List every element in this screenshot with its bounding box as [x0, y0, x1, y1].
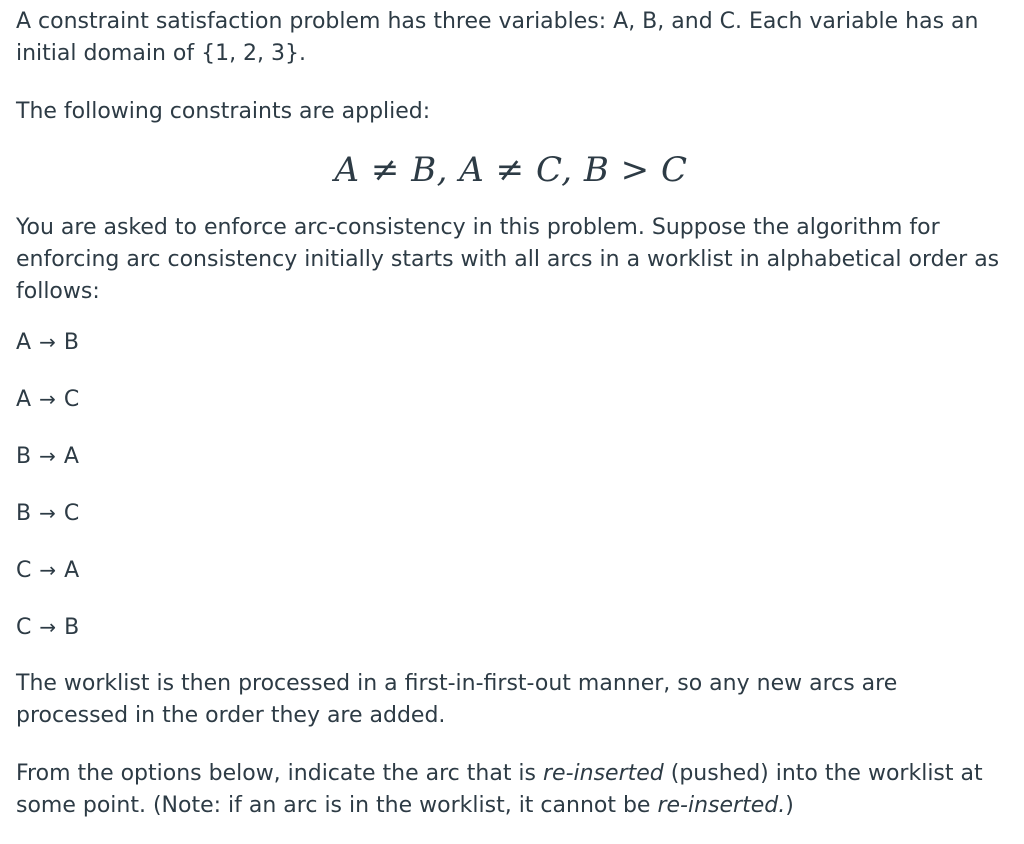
arc-item [16, 554, 1006, 586]
arrow-right-icon: → [39, 558, 57, 582]
arc-from: A [16, 387, 32, 412]
arrow-right-icon: → [39, 330, 56, 354]
arc-list [16, 326, 1006, 643]
arc-to: B [64, 615, 80, 640]
instruction-part1: From the options below, indicate the arc that is [16, 761, 544, 786]
instruction-part3: ) [785, 793, 794, 818]
instruction [16, 758, 1006, 822]
question-intro: A constraint satisfaction problem has three variables: A, B, and C. Each variable has an initial domain of {1, 2, 3}. [16, 9, 979, 66]
arc-from: B [16, 501, 32, 526]
arc-from: B [16, 444, 32, 469]
arc-item [16, 383, 1006, 415]
arc-item [16, 497, 1006, 529]
arc-to: B [63, 330, 79, 355]
arc-from: A [16, 330, 32, 355]
arrow-right-icon: → [39, 501, 56, 525]
arc-to: C [63, 501, 80, 526]
constraints-label: The following constraints are applied: [16, 99, 431, 124]
fifo-note: The worklist is then processed in a first-in-first-out manner, so any new arcs are processed in the order they are added. [16, 671, 898, 728]
arrow-right-icon: → [39, 615, 57, 639]
arc-to: A [63, 444, 79, 469]
arc-from: C [16, 558, 32, 583]
instruction-emphasis-reinserted-2: re-inserted. [657, 793, 786, 818]
constraints-equation: A ≠ B, A ≠ C, B > C [334, 150, 688, 190]
arc-to: A [64, 558, 80, 583]
question-content [16, 6, 1006, 822]
arc-item [16, 611, 1006, 643]
arc-from: C [16, 615, 32, 640]
constraints-equation-block [16, 148, 1006, 192]
arc-item [16, 326, 1006, 358]
arrow-right-icon: → [39, 444, 56, 468]
arc-item [16, 440, 1006, 472]
arc-consistency-intro: You are asked to enforce arc-consistency in this problem. Suppose the algorithm for enforcing arc consistency initially starts with all arcs in a worklist in alphabetical order as follows: [16, 215, 1000, 304]
instruction-emphasis-reinserted: re-inserted [543, 761, 664, 786]
arc-to: C [63, 387, 80, 412]
arrow-right-icon: → [39, 387, 56, 411]
instruction-part2: (pushed) into the worklist at some point. (Note: if an arc is in the worklist, it cannot be [16, 761, 983, 818]
